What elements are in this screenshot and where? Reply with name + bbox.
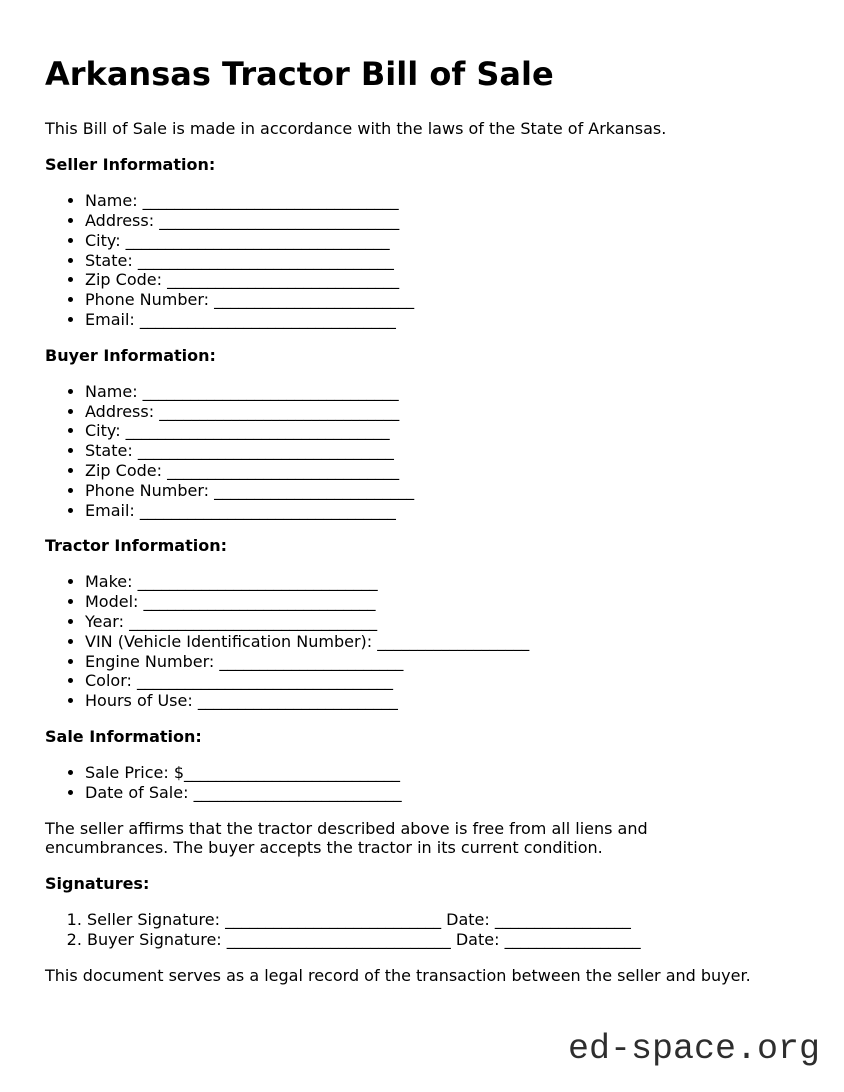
date-of-sale-field: • Date of Sale: __________________________ [85,783,799,803]
buyer-address-field: • Address: ______________________________ [85,402,799,422]
affirmation-paragraph [45,819,799,859]
tractor-color-field: • Color: ________________________________ [85,671,799,691]
seller-phone-field: • Phone Number: _________________________ [85,290,799,310]
buyer-phone-field: • Phone Number: _________________________ [85,481,799,501]
seller-signature-field: 1. Seller Signature: ___________________________ Date: _________________ [87,910,799,930]
seller-name-field: • Name: ________________________________ [85,191,799,211]
section-heading-buyer: Buyer Information: [45,345,216,365]
sale-price-field: • Sale Price: $___________________________ [85,763,799,783]
section-heading-sale: Sale Information: [45,727,202,747]
page-title: Arkansas Tractor Bill of Sale [45,55,554,93]
tractor-hours-of-use-field: • Hours of Use: _________________________ [85,691,799,711]
buyer-info-list [45,382,799,521]
sale-info-list [45,763,799,803]
section-heading-signatures: Signatures: [45,874,150,894]
tractor-info-list [45,572,799,711]
seller-city-field: • City: _________________________________ [85,231,799,251]
closing-text: This document serves as a legal record of the transaction between the seller and buyer. [45,965,751,985]
affirmation-line-1: The seller affirms that the tractor described above is free from all liens and [45,818,648,838]
tractor-year-field: • Year: _______________________________ [85,612,799,632]
tractor-vin-field: • VIN (Vehicle Identification Number): ___________________ [85,632,799,652]
seller-state-field: • State: ________________________________ [85,251,799,271]
seller-address-field: • Address: ______________________________ [85,211,799,231]
tractor-engine-number-field: • Engine Number: _______________________ [85,652,799,672]
buyer-name-field: • Name: ________________________________ [85,382,799,402]
buyer-state-field: • State: ________________________________ [85,441,799,461]
buyer-zip-field: • Zip Code: _____________________________ [85,461,799,481]
section-heading-tractor: Tractor Information: [45,536,227,556]
tractor-model-field: • Model: _____________________________ [85,592,799,612]
seller-zip-field: • Zip Code: _____________________________ [85,270,799,290]
buyer-city-field: • City: _________________________________ [85,421,799,441]
watermark-text: ed-space.org [567,1029,820,1069]
seller-email-field: • Email: ________________________________ [85,310,799,330]
intro-text: This Bill of Sale is made in accordance with the laws of the State of Arkansas. [45,119,667,139]
section-heading-seller: Seller Information: [45,155,216,175]
tractor-make-field: • Make: ______________________________ [85,572,799,592]
affirmation-line-2: encumbrances. The buyer accepts the tractor in its current condition. [45,838,603,858]
signature-list [45,910,799,950]
seller-info-list [45,191,799,330]
buyer-email-field: • Email: ________________________________ [85,501,799,521]
buyer-signature-field: 2. Buyer Signature: ____________________________ Date: _________________ [87,930,799,950]
